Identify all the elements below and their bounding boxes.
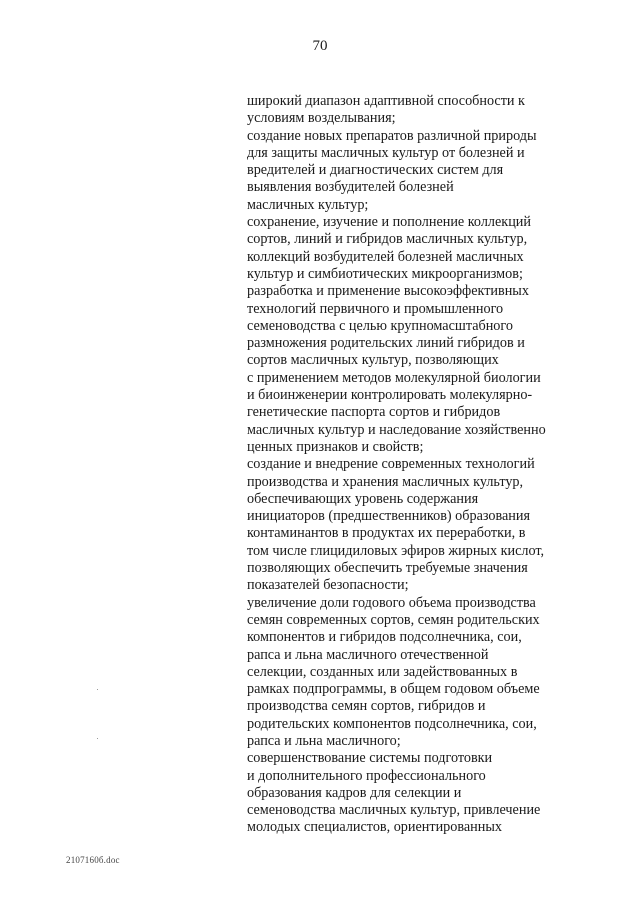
text-line: том числе глицидиловых эфиров жирных кислот, (247, 542, 545, 559)
text-line: генетические паспорта сортов и гибридов (247, 404, 501, 421)
text-line: разработка и применение высокоэффективных (247, 283, 529, 300)
body-text (247, 93, 632, 837)
text-line: сортов масличных культур, позволяющих (247, 352, 499, 369)
scan-mark (97, 738, 98, 739)
page-number: 70 (312, 38, 328, 54)
text-line: для защиты масличных культур от болезней и (247, 144, 525, 161)
text-line: выявления возбудителей болезней (247, 179, 454, 196)
text-line: рапса и льна масличного отечественной (247, 646, 489, 663)
text-line: семян современных сортов, семян родительских (247, 611, 540, 628)
text-line: культур и симбиотических микроорганизмов; (247, 265, 523, 282)
text-line: позволяющих обеспечить требуемые значения (247, 560, 528, 577)
text-line: технологий первичного и промышленного (247, 300, 504, 317)
text-line: создание и внедрение современных технологий (247, 456, 535, 473)
text-line: компонентов и гибридов подсолнечника, сои, (247, 629, 522, 646)
text-line: сортов, линий и гибридов масличных культур, (247, 231, 528, 248)
scan-mark (97, 689, 98, 690)
text-line: производства и хранения масличных культур, (247, 473, 524, 490)
text-line: ценных признаков и свойств; (247, 438, 424, 455)
text-line: условиям возделывания; (247, 110, 396, 127)
text-line: семеноводства масличных культур, привлечение (247, 802, 541, 819)
text-line: совершенствование системы подготовки (247, 750, 493, 767)
text-line: масличных культур; (247, 196, 369, 213)
text-line: инициаторов (предшественников) образования (247, 508, 531, 525)
text-line: молодых специалистов, ориентированных (247, 819, 502, 836)
text-line: коллекций возбудителей болезней масличных (247, 248, 524, 265)
text-line: и биоинженерии контролировать молекулярно- (247, 387, 533, 404)
text-line: производства семян сортов, гибридов и (247, 698, 486, 715)
text-line: контаминантов в продуктах их переработки, в (247, 525, 526, 542)
text-line: создание новых препаратов различной природы (247, 127, 537, 144)
text-line: вредителей и диагностических систем для (247, 162, 504, 179)
text-line: обеспечивающих уровень содержания (247, 490, 479, 507)
text-line: рапса и льна масличного; (247, 732, 401, 749)
text-line: селекции, созданных или задействованных в (247, 663, 518, 680)
text-line: с применением методов молекулярной биологии (247, 369, 541, 386)
text-line: родительских компонентов подсолнечника, сои, (247, 715, 537, 732)
footer-file-code: 2107160б.doc (66, 855, 120, 865)
text-line: увеличение доли годового объема производства (247, 594, 536, 611)
text-line: масличных культур и наследование хозяйственно (247, 421, 546, 438)
text-line: образования кадров для селекции и (247, 784, 462, 801)
text-line: и дополнительного профессионального (247, 767, 486, 784)
text-line: сохранение, изучение и пополнение коллекций (247, 214, 531, 231)
text-line: широкий диапазон адаптивной способности к (247, 93, 525, 109)
text-line: показателей безопасности; (247, 577, 409, 594)
text-line: рамках подпрограммы, в общем годовом объеме (247, 681, 540, 698)
text-line: семеноводства с целью крупномасштабного (247, 317, 513, 334)
text-line: размножения родительских линий гибридов и (247, 335, 525, 352)
